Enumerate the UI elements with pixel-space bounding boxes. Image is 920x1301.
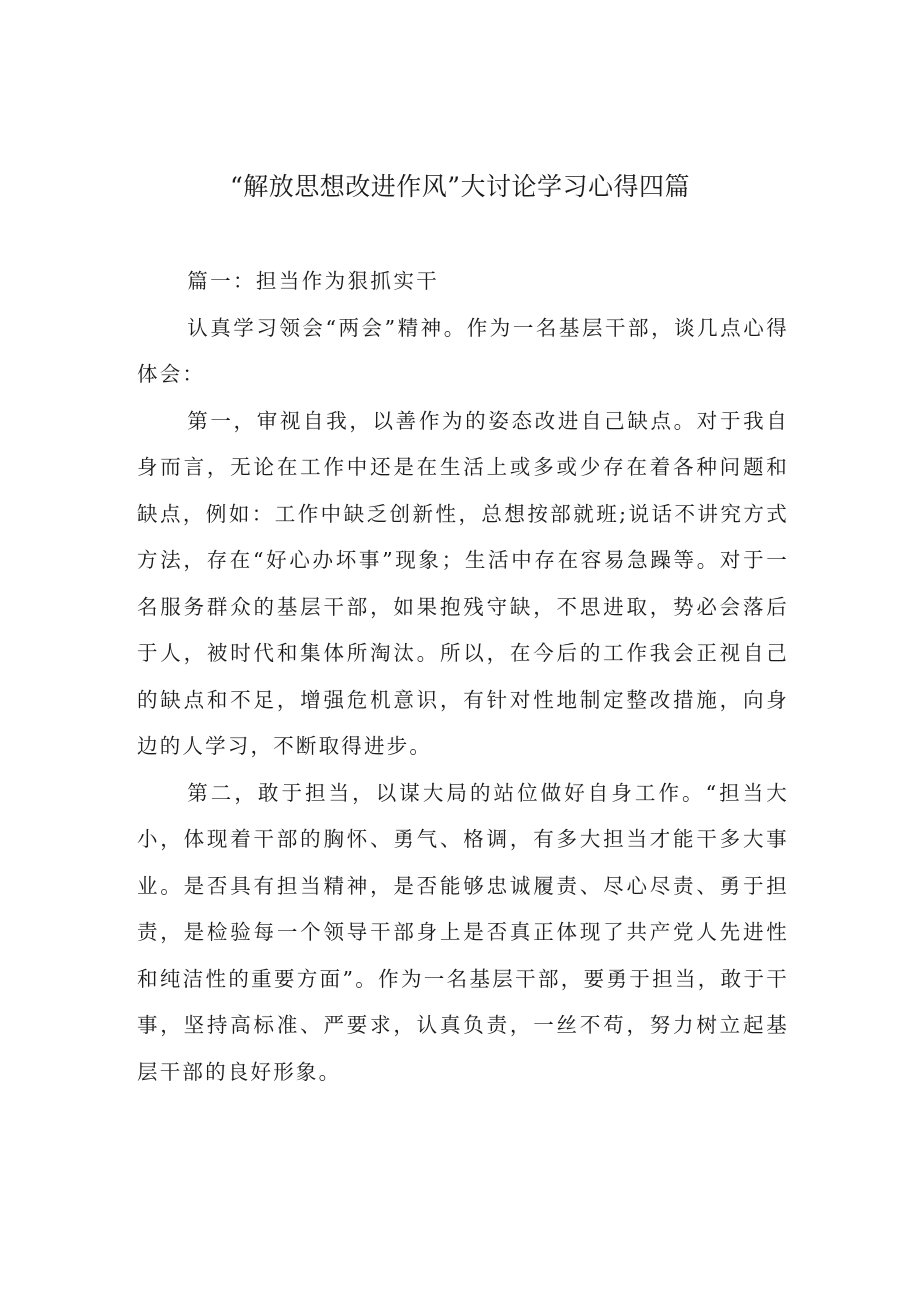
- intro-paragraph: 认真学习领会“两会”精神。作为一名基层干部，谈几点心得体会：: [137, 315, 789, 386]
- document-body: [137, 258, 789, 1095]
- paragraph-second-point: 第二，敢于担当，以谋大局的站位做好自身工作。“担当大小，体现着干部的胸怀、勇气、格调，有多大担当才能干多大事业。是否具有担当精神，是否能够忠诚履责、尽心尽责、勇于担责，是检验每一个领导干部身上是否真正体现了共产党人先进性和纯洁性的重要方面”。作为一名基层干部，要勇于担当，敢于干事，坚持高标准、严要求，认真负责，一丝不苟，努力树立起基层干部的良好形象。: [137, 780, 789, 1084]
- paragraph-first-point: 第一，审视自我，以善作为的姿态改进自己缺点。对于我自身而言，无论在工作中还是在生活上或多或少存在着各种问题和缺点，例如：工作中缺乏创新性，总想按部就班;说话不讲究方式方法，存在“好心办坏事”现象；生活中存在容易急躁等。对于一名服务群众的基层干部，如果抱残守缺，不思进取，势必会落后于人，被时代和集体所淘汰。所以，在今后的工作我会正视自己的缺点和不足，增强危机意识，有针对性地制定整改措施，向身边的人学习，不断取得进步。: [137, 408, 789, 758]
- document-title: “解放思想改进作风”大讨论学习心得四篇: [229, 172, 691, 201]
- section-heading: 篇一：担当作为狠抓实干: [187, 269, 440, 293]
